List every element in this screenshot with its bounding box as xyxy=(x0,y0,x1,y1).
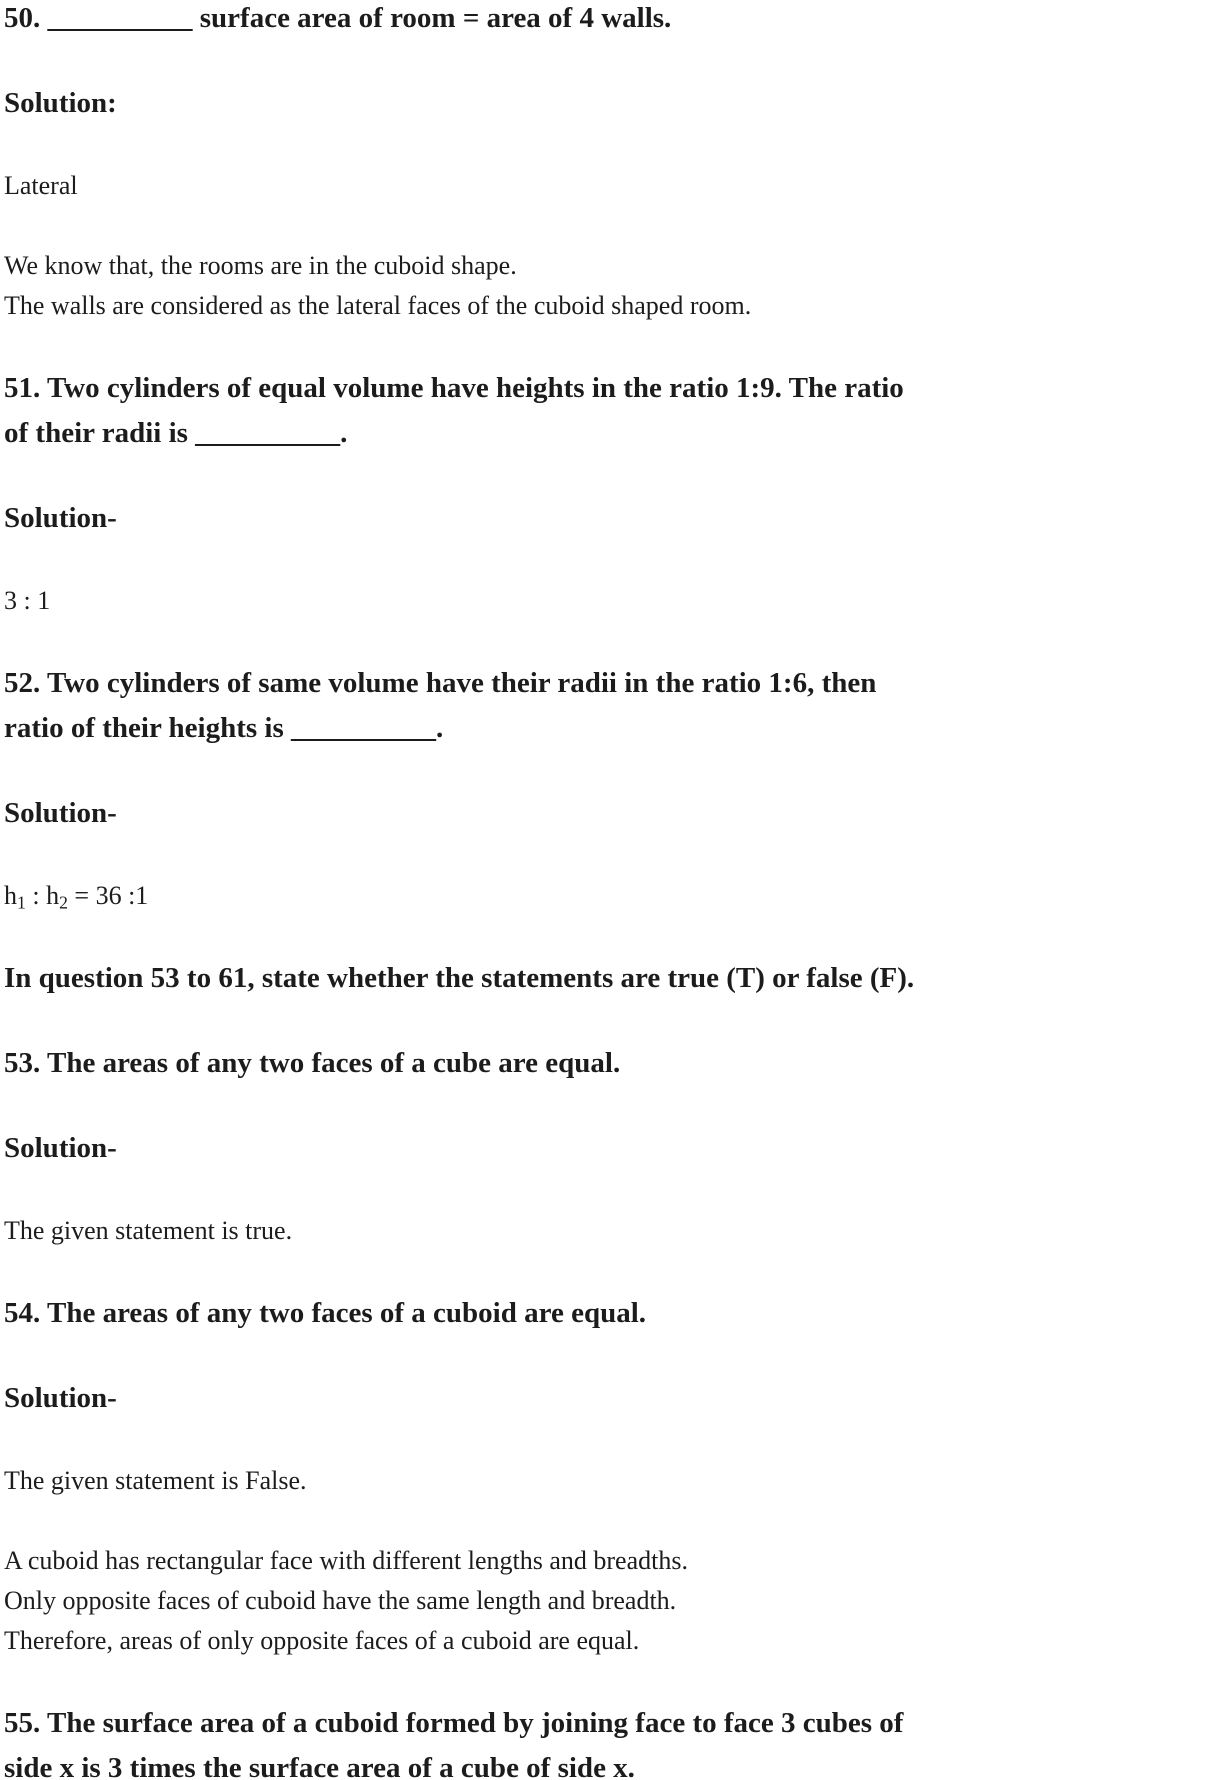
question-55-title-line-1: 55. The surface area of a cuboid formed by joining face to face 3 cubes of xyxy=(4,1707,904,1739)
question-54-explanation-line-2: Only opposite faces of cuboid have the same length and breadth. xyxy=(4,1586,677,1615)
question-51-title-line-1: 51. Two cylinders of equal volume have heights in the ratio 1:9. The ratio xyxy=(4,372,904,404)
question-50-explanation-line-2: The walls are considered as the lateral faces of the cuboid shaped room. xyxy=(4,291,752,320)
question-52-title xyxy=(4,661,1209,751)
question-53-solution-label: Solution- xyxy=(4,1132,117,1164)
question-51-title xyxy=(4,366,1209,456)
question-54-title: 54. The areas of any two faces of a cuboid are equal. xyxy=(4,1297,647,1329)
formula-h2-subscript: 2 xyxy=(59,892,68,913)
question-50-solution-label: Solution: xyxy=(4,87,117,119)
question-53-title: 53. The areas of any two faces of a cube are equal. xyxy=(4,1047,621,1079)
question-52-answer-formula xyxy=(4,876,1209,916)
question-54-solution-label: Solution- xyxy=(4,1382,117,1414)
question-54-explanation-line-3: Therefore, areas of only opposite faces of a cuboid are equal. xyxy=(4,1626,640,1655)
question-53-answer: The given statement is true. xyxy=(4,1216,293,1245)
formula-h1-subscript: 1 xyxy=(17,892,26,913)
question-54-explanation xyxy=(4,1541,1209,1661)
question-54-explanation-line-1: A cuboid has rectangular face with different lengths and breadths. xyxy=(4,1546,688,1575)
formula-result: = 36 :1 xyxy=(67,881,149,910)
question-52-solution-label: Solution- xyxy=(4,797,117,829)
question-55-title xyxy=(4,1701,1209,1780)
question-50-explanation-line-1: We know that, the rooms are in the cuboid shape. xyxy=(4,251,517,280)
question-55-title-line-2: side x is 3 times the surface area of a cube of side x. xyxy=(4,1752,635,1780)
question-50-answer: Lateral xyxy=(4,171,78,200)
question-51-solution-label: Solution- xyxy=(4,502,117,534)
question-51-title-line-2: of their radii is __________. xyxy=(4,417,348,449)
formula-h1-base: h xyxy=(4,881,17,910)
question-50-explanation xyxy=(4,246,1209,326)
question-50-title: 50. __________ surface area of room = area of 4 walls. xyxy=(4,2,672,34)
question-54-answer: The given statement is False. xyxy=(4,1466,307,1495)
question-52-title-line-1: 52. Two cylinders of same volume have their radii in the ratio 1:6, then xyxy=(4,667,877,699)
question-52-title-line-2: ratio of their heights is __________. xyxy=(4,712,444,744)
formula-separator: : h xyxy=(25,881,60,910)
question-51-answer: 3 : 1 xyxy=(4,586,51,615)
section-instruction: In question 53 to 61, state whether the statements are true (T) or false (F). xyxy=(4,962,915,994)
